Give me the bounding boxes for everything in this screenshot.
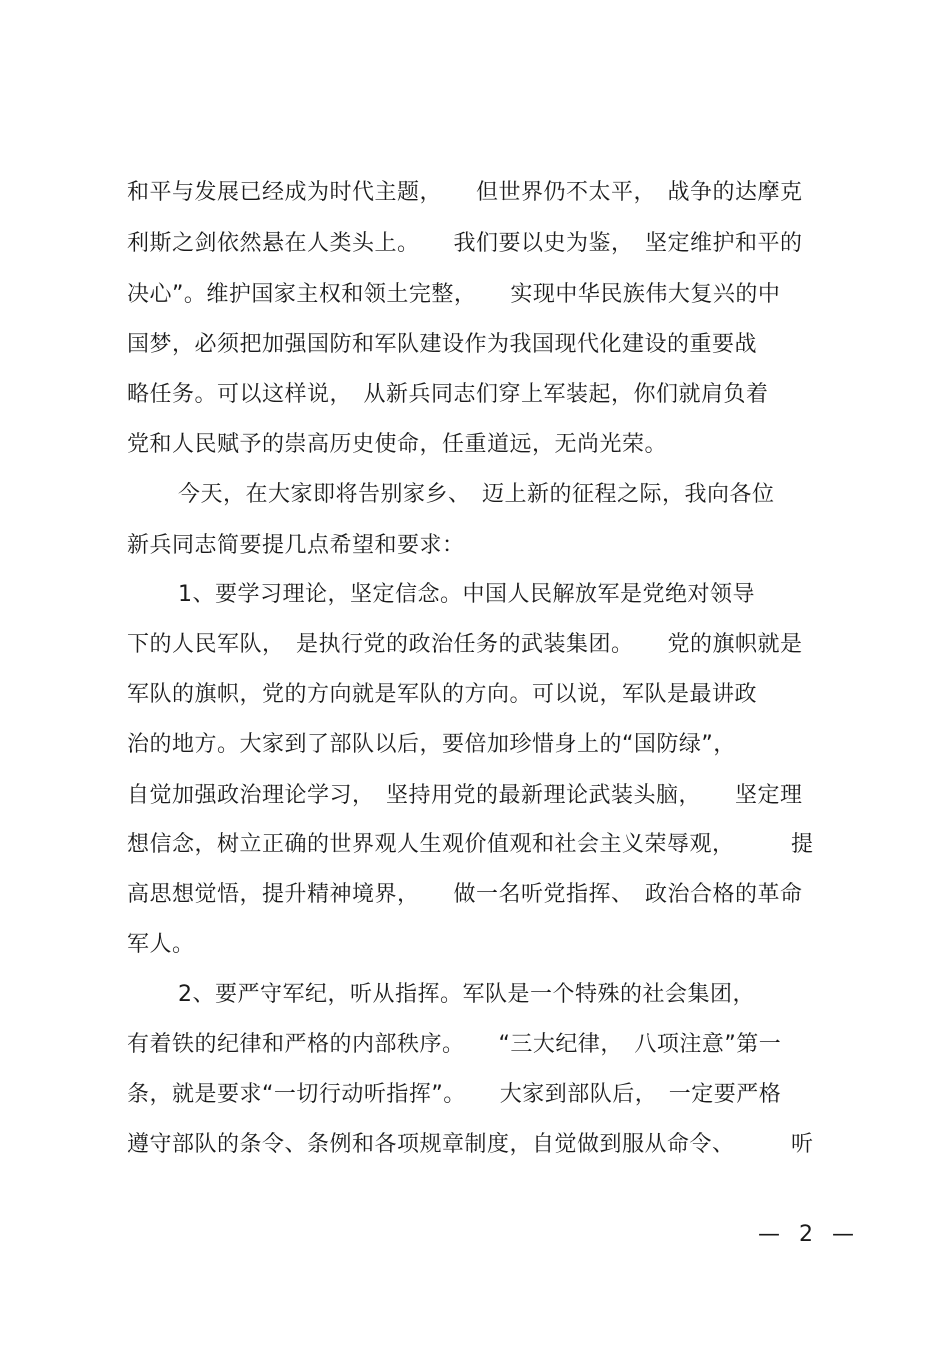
text-line: 自觉加强政治理论学习， 坚持用党的最新理论武装头脑， 坚定理 — [127, 783, 803, 808]
text-line: 党和人民赋予的崇高历史使命，任重道远，无尚光荣。 — [127, 432, 668, 457]
text-line: 新兵同志简要提几点希望和要求： — [127, 533, 465, 558]
text-line: 高思想觉悟，提升精神境界， 做一名听党指挥、 政治合格的革命 — [127, 882, 803, 907]
text-line: 遵守部队的条令、条例和各项规章制度，自觉做到服从命令、 听 — [127, 1132, 814, 1157]
paragraph-first-line: 今天，在大家即将告别家乡、 迈上新的征程之际，我向各位 — [178, 482, 775, 507]
page-number: — 2 — — [758, 1222, 860, 1247]
text-line: 军人。 — [127, 932, 195, 957]
text-line: 治的地方。大家到了部队以后，要倍加珍惜身上的“国防绿”， — [127, 732, 736, 757]
text-line: 略任务。可以这样说， 从新兵同志们穿上军装起，你们就肩负着 — [127, 382, 769, 407]
text-line: 利斯之剑依然悬在人类头上。 我们要以史为鉴， 坚定维护和平的 — [127, 231, 803, 256]
text-line: 有着铁的纪律和严格的内部秩序。 “三大纪律， 八项注意”第一 — [127, 1032, 782, 1057]
text-line: 决心”。维护国家主权和领土完整， 实现中华民族伟大复兴的中 — [127, 282, 781, 307]
section-heading-1: 1、要学习理论，坚定信念。中国人民解放军是党绝对领导 — [178, 582, 755, 607]
section-heading-2: 2、要严守军纪，听从指挥。军队是一个特殊的社会集团， — [178, 982, 755, 1007]
text-line: 国梦，必须把加强国防和军队建设作为我国现代化建设的重要战 — [127, 332, 758, 357]
text-line: 军队的旗帜，党的方向就是军队的方向。可以说，军队是最讲政 — [127, 682, 758, 707]
text-line: 下的人民军队， 是执行党的政治任务的武装集团。 党的旗帜就是 — [127, 632, 803, 657]
text-line: 条，就是要求“一切行动听指挥”。 大家到部队后， 一定要严格 — [127, 1082, 782, 1107]
text-line: 想信念，树立正确的世界观人生观价值观和社会主义荣辱观， 提 — [127, 832, 814, 857]
text-line: 和平与发展已经成为时代主题， 但世界仍不太平， 战争的达摩克 — [127, 180, 803, 205]
